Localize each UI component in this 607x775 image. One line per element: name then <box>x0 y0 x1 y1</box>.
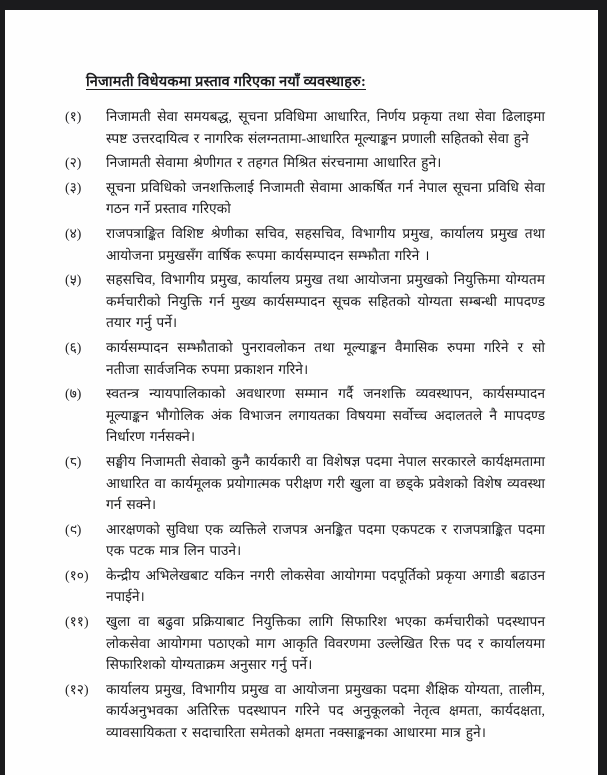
item-number: (१) <box>65 109 82 124</box>
item-number: (८) <box>65 453 82 469</box>
item-text: निजामती सेवामा श्रेणीगत र तहगत मिश्रित संरचनामा आधारित हुने। <box>106 155 442 171</box>
page-body <box>5 10 598 744</box>
item-number: (२) <box>65 155 82 171</box>
item-text: आरक्षणको सुविधा एक व्यक्तिले राजपत्र अनङ्कित पदमा एकपटक र राजपत्राङ्कित पदमा एक पटक मात्र लिन पाउने। <box>106 521 545 559</box>
item-number: (७) <box>65 386 82 402</box>
list-item <box>65 152 545 174</box>
item-text: कार्यसम्पादन सम्झौताको पुनरावलोकन तथा मूल्याङ्कन वैमासिक रुपमा गरिने र सो नतीजा सार्वजनिक रुपमा प्रकाशन गरिने। <box>106 339 545 377</box>
item-text: केन्द्रीय अभिलेखबाट यकिन नगरी लोकसेवा आयोगमा पदपूर्तिको प्रकृया अगाडी बढाउन नपाईने। <box>106 567 545 605</box>
item-number: (१२) <box>65 681 89 697</box>
item-text: कार्यालय प्रमुख, विभागीय प्रमुख वा आयोजना प्रमुखका पदमा शैक्षिक योग्यता, तालीम, कार्यअनुभवका अतिरिक्त पदस्थापन गरिने पद अनुकूलको नेतृत्व क्षमता, कार्यदक्षता, व्यावसायिकता र सदाचारिता समेतको क्षमता नक्साङ्कनका आधारमा मात्र हुने। <box>106 681 545 741</box>
item-number: (५) <box>65 272 82 288</box>
item-text: सहसचिव, विभागीय प्रमुख, कार्यालय प्रमुख तथा आयोजना प्रमुखको नियुक्तिमा योग्यतम कर्मचारीको नियुक्ति गर्न मुख्य कार्यसम्पादन सूचक सहितको योग्यता सम्बन्धी मापदण्ड तयार गर्नु पर्ने। <box>106 272 545 331</box>
item-number: (१०) <box>65 567 89 583</box>
item-text: निजामती सेवा समयबद्ध, सूचना प्रविधिमा आधारित, निर्णय प्रकृया तथा सेवा ढिलाइमा स्पष्ट उत्तरदायित्व र नागरिक संलग्नतामा-आधारित मूल्याङ्कन प्रणाली सहितको सेवा हुने <box>106 109 545 146</box>
item-number: (६) <box>65 339 82 355</box>
list-item <box>65 269 545 334</box>
item-number: (४) <box>65 225 82 241</box>
item-number: (९) <box>65 521 82 537</box>
list-item <box>65 519 545 562</box>
list-item <box>65 611 545 676</box>
list-item <box>65 337 545 380</box>
list-item <box>65 565 545 608</box>
page-title: निजामती विधेयकमा प्रस्ताव गरिएका नयाँ व्यवस्थाहरु: <box>86 74 366 90</box>
item-text: सूचना प्रविधिको जनशक्तिलाई निजामती सेवामा आकर्षित गर्न नेपाल सूचना प्रविधि सेवा गठन गर्ने प्रस्ताव गरिएको <box>106 179 545 217</box>
provision-list <box>65 106 545 744</box>
list-item <box>65 177 545 220</box>
item-number: (३) <box>65 179 82 195</box>
list-item <box>65 451 545 516</box>
item-text: खुला वा बढुवा प्रक्रियाबाट नियुक्तिका लागि सिफारिश भएका कर्मचारीको पदस्थापन लोकसेवा आयोगमा पठाएको माग आकृति विवरणमा उल्लेखित रिक्त पद र कार्यालयमा सिफारिशको योग्यताक्रम अनुसार गर्नु पर्ने। <box>106 614 545 673</box>
list-item <box>65 383 545 448</box>
list-item <box>65 106 545 149</box>
list-item <box>65 223 545 266</box>
item-text: राजपत्राङ्कित विशिष्ट श्रेणीका सचिव, सहसचिव, विभागीय प्रमुख, कार्यालय प्रमुख तथा आयोजना प्रमुखसँग वार्षिक रूपमा कार्यसम्पादन सम्झौता गरिने । <box>106 225 545 263</box>
list-item <box>65 679 545 744</box>
item-number: (११) <box>65 614 89 630</box>
item-text: स्वतन्त्र न्यायपालिकाको अवधारणा सम्मान गर्दै जनशक्ति व्यवस्थापन, कार्यसम्पादन मूल्याङ्कन भौगोलिक अंक विभाजन लगायतका विषयमा सर्वोच्च अदालतले नै मापदण्ड निर्धारण गर्नसक्ने। <box>106 386 545 445</box>
item-text: सङ्घीय निजामती सेवाको कुनै कार्यकारी वा विशेषज्ञ पदमा नेपाल सरकारले कार्यक्षमतामा आधारित वा कार्यमूलक प्रयोगात्मक परीक्षण गरी खुला वा छड्के प्रवेशको विशेष व्यवस्था गर्न सक्ने। <box>106 453 545 513</box>
